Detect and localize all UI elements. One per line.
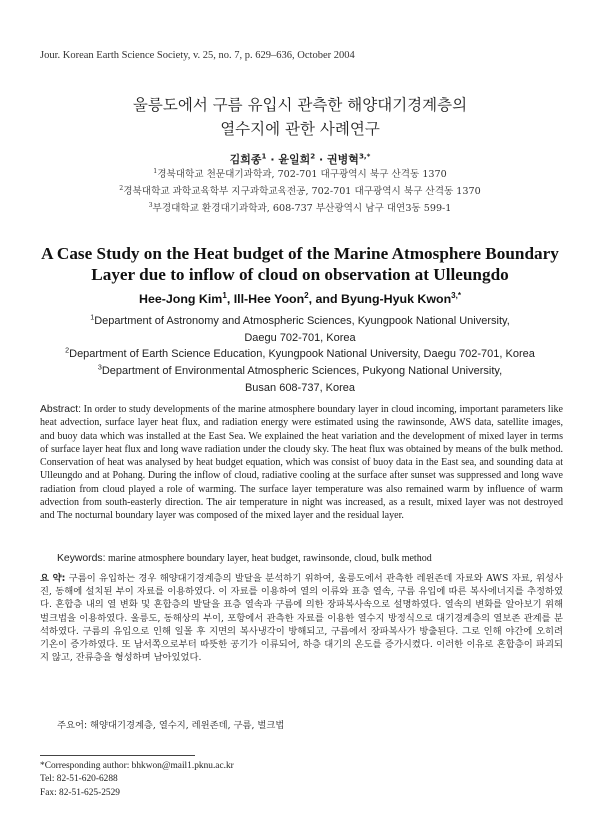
- korean-keywords-text: 해양대기경계층, 열수지, 레윈존데, 구름, 벌크법: [90, 720, 285, 731]
- english-affiliation-sup: 2: [65, 346, 70, 355]
- english-author-3: Byung-Hyuk Kwon: [341, 292, 452, 306]
- english-affiliation-3-cont: Busan 608-737, Korea: [244, 381, 356, 394]
- korean-affiliation-1: [0, 167, 600, 184]
- fax: Fax: 82-51-625-2529: [40, 787, 120, 798]
- keywords-label: Keywords:: [57, 553, 106, 564]
- korean-author-3: 권병혁: [327, 153, 359, 166]
- english-author-2: Ill-Hee Yoon: [233, 292, 305, 306]
- korean-author-1-sup: 1: [261, 151, 267, 161]
- korean-affiliation-sup: 3: [148, 201, 153, 209]
- english-affiliation-sup: 1: [90, 313, 95, 322]
- korean-affiliations: [0, 167, 600, 217]
- korean-author-1: 김희종: [229, 153, 262, 166]
- english-author-1: Hee-Jong Kim: [139, 292, 223, 306]
- english-affiliation-2: [0, 346, 600, 363]
- korean-keywords: [57, 717, 284, 731]
- korean-affiliation-text: 경북대학교 과학교육학부 지구과학교육전공, 702-701 대구광역시 북구 산격동 1370: [123, 185, 481, 197]
- english-keywords: [57, 553, 432, 564]
- telephone: Tel: 82-51-620-6288: [40, 774, 118, 785]
- korean-title-line-1: 울릉도에서 구름 유입시 관측한 해양대기경계층의: [132, 96, 468, 114]
- journal-header: Jour. Korean Earth Science Society, v. 25, no. 7, p. 629–636, October 2004: [40, 50, 355, 61]
- korean-keywords-label: 주요어:: [57, 720, 88, 731]
- abstract-label: Abstract:: [40, 404, 81, 415]
- korean-author-2: 윤일희: [278, 153, 311, 166]
- english-author-separator: , and: [308, 292, 341, 306]
- english-title-line-2: Layer due to inflow of cloud on observation at Ulleungdo: [91, 264, 509, 284]
- korean-abstract-text: 구름이 유입하는 경우 해양대기경계층의 발달을 분석하기 위하여, 울릉도에서 관측한 레윈존데 자료와 AWS 자료, 위성사진, 동해에 설치된 부이 자료를 이용하였다. 이 자료를 이용하여 열의 이류와 표층 열속, 구름 유입에 따른 복사에너지를 추정하였다. 혼합층 내의 열 변화 및 혼합층의 발달을 표층 열속과 구름에 의한 장파복사속으로 설명하였다. 열속의 변화를 알아보기 위해 벌크법을 이용하였다. 울릉도, 동해상의 부이, 포항에서 관측한 자료를 이용한 열수지 방정식으로 대기경계층의 열보존 관계를 분석하였다. 구름의 유입으로 인해 일몰 후 지면의 복사냉각이 방해되고, 구름에서 장파복사가 방출된다. 그로 인해 야간에 오히려 기온이 증가하였다. 또 남서쪽으로부터 따뜻한 공기가 이류되어, 하층 대기의 온도를 증가시켰다. 이러한 이유로 혼합층이 파괴되지 않고, 잔류층을 형성하며 남아있었다.: [40, 573, 563, 664]
- korean-affiliation-3: [0, 201, 600, 218]
- korean-affiliation-2: [0, 184, 600, 201]
- korean-author-3-sup: 3,*: [358, 151, 371, 161]
- english-title: [0, 244, 600, 285]
- english-affiliation-sup: 3: [97, 363, 102, 372]
- english-abstract: [40, 403, 563, 523]
- english-affiliation-1: [0, 313, 600, 330]
- abstract-text: In order to study developments of the marine atmosphere boundary layer in cloud incoming, important parameters like heat advection, surface layer heat flux, and radiation energy were estimated using the rawinsonde, AWS data, satellite images, and buoy data which was installed at the East Sea. We explained the heat variation and the development of mixed layer in terms of surface layer heat flux and long wave radiation under the cloudy sky. The heat flux was obtained by means of the bulk method. Conservation of heat was analysed by heat budget equation, which was consist of buoy data in the East sea, and sounding data at Ulleungdo and at Pohang. During the inflow of cloud, radiative cooling at the surface after sunset was suppressed and long wave radiation from cloud played a role of warming. The surface layer temperature was also remained warm by influence of warm advection from south-easterly direction. The air temperature in night was increased, as a result, mixed layer was not destroyed and The nocturnal boundary layer was composed of the mixed layer and the residual layer.: [40, 404, 563, 522]
- footnotes: [40, 760, 234, 800]
- korean-abstract-label: 요 약:: [40, 573, 66, 584]
- english-affiliation-3: [0, 363, 600, 380]
- english-affiliation-1-cont: Daegu 702-701, Korea: [244, 331, 356, 344]
- english-affiliation-text: Department of Astronomy and Atmospheric Sciences, Kyungpook National University,: [94, 315, 510, 327]
- english-authors: [0, 292, 600, 306]
- korean-authors: [0, 151, 600, 167]
- english-affiliation-text: Department of Environmental Atmospheric Sciences, Pukyong National University,: [101, 365, 503, 378]
- english-affiliation-text: Department of Earth Science Education, Kyungpook National University, Daegu 702-701, Korea: [69, 348, 535, 361]
- english-author-separator: ,: [226, 292, 234, 306]
- corresponding-author: *Corresponding author: bhkwon@mail1.pknu.ac.kr: [40, 761, 234, 771]
- korean-affiliation-sup: 2: [119, 184, 124, 192]
- korean-abstract: [40, 572, 563, 664]
- english-author-3-sup: 3,*: [451, 290, 461, 300]
- keywords-text: marine atmosphere boundary layer, heat budget, rawinsonde, cloud, bulk method: [108, 553, 432, 564]
- korean-author-2-sup: 2: [310, 151, 316, 161]
- korean-affiliation-text: 경북대학교 천문대기과학과, 702-701 대구광역시 북구 산격동 1370: [157, 169, 447, 180]
- korean-affiliation-sup: 1: [153, 167, 158, 175]
- korean-title-line-2: 열수지에 관한 사례연구: [220, 120, 380, 139]
- footnote-divider: [40, 755, 195, 756]
- korean-title: [0, 93, 600, 141]
- english-title-line-1: A Case Study on the Heat budget of the Marine Atmosphere Boundary: [41, 244, 559, 263]
- english-author-2-sup: 2: [304, 290, 309, 300]
- korean-author-separator: ·: [266, 153, 279, 166]
- english-affiliations: [0, 313, 600, 397]
- korean-author-separator: ·: [315, 153, 328, 166]
- english-author-1-sup: 1: [222, 290, 227, 300]
- korean-affiliation-text: 부경대학교 환경대기과학과, 608-737 부산광역시 남구 대연3동 599-1: [152, 202, 452, 214]
